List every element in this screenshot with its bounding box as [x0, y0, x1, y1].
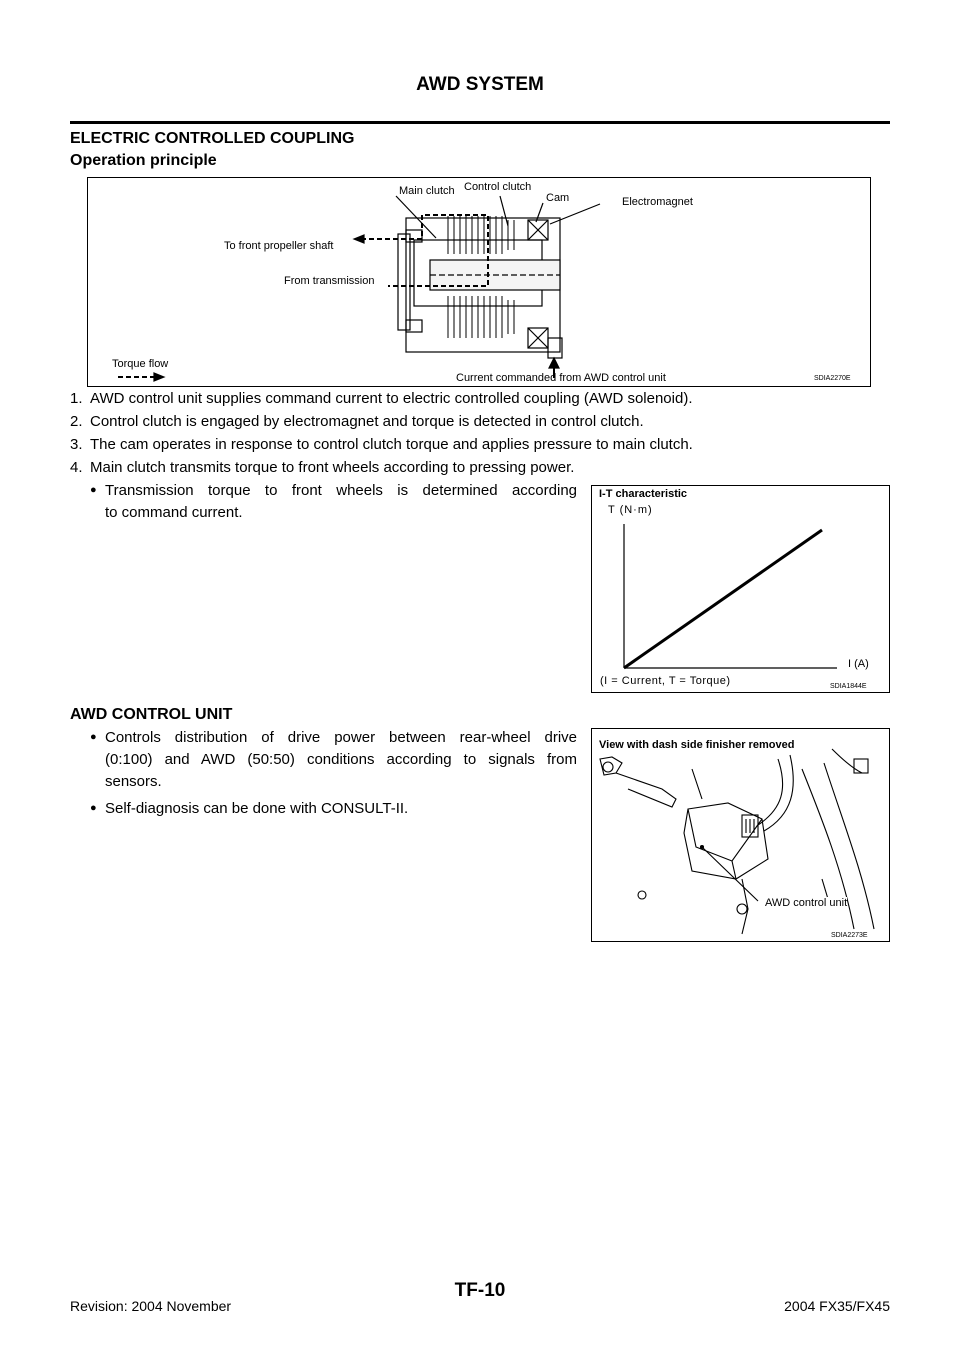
footer-model: 2004 FX35/FX45	[784, 1298, 890, 1314]
figure-heading: View with dash side finisher removed	[599, 739, 795, 751]
section-subtitle: Operation principle	[70, 152, 217, 169]
bullet-icon: ●	[90, 731, 97, 743]
label-control-clutch: Control clutch	[464, 181, 532, 193]
bullet2-line3: sensors.	[105, 773, 162, 790]
step-1: 1. AWD control unit supplies command current to electric controlled coupling (AWD solenoid).	[70, 390, 693, 407]
it-series-line	[624, 530, 822, 668]
chart-xlabel: I (A)	[848, 658, 869, 670]
coupling-diagram	[87, 177, 871, 387]
bullet3-line1: Self-diagnosis can be done with CONSULT-II.	[105, 800, 409, 817]
chart-code: SDIA1844E	[830, 683, 867, 690]
coupling-illustration	[88, 178, 869, 385]
figure-code: SDIA2270E	[814, 375, 851, 382]
section-title-awd-unit: AWD CONTROL UNIT	[70, 706, 233, 723]
label-cam: Cam	[546, 192, 570, 204]
bullet-text-line1: Transmission torque to front wheels is determined according	[105, 482, 577, 499]
label-electromagnet: Electromagnet	[622, 196, 693, 208]
bullet-icon: ●	[90, 802, 97, 814]
awd-unit-location-figure	[591, 728, 890, 942]
label-from-transmission: From transmission	[284, 275, 375, 287]
header-rule	[70, 121, 890, 124]
chart-plot	[592, 486, 888, 691]
bullet2-line2: (0:100) and AWD (50:50) conditions according to signals from	[105, 751, 577, 768]
step-4: 4. Main clutch transmits torque to front wheels according to pressing power.	[70, 459, 575, 476]
step-3: 3. The cam operates in response to control clutch torque and applies pressure to main clutch.	[70, 436, 693, 453]
chart-note: (I = Current, T = Torque)	[600, 675, 731, 687]
it-characteristic-chart	[591, 485, 890, 693]
chart-ylabel: T (N·m)	[608, 504, 653, 516]
label-main-clutch: Main clutch	[399, 185, 455, 197]
bullet-icon: ●	[90, 484, 97, 496]
label-to-front-shaft: To front propeller shaft	[224, 240, 334, 252]
label-current-commanded: Current commanded from AWD control unit	[456, 372, 666, 384]
page-header-title: AWD SYSTEM	[416, 74, 544, 95]
step-2: 2. Control clutch is engaged by electromagnet and torque is detected in control clutch.	[70, 413, 644, 430]
chart-title: I-T characteristic	[599, 488, 688, 500]
footer-revision: Revision: 2004 November	[70, 1298, 232, 1314]
bullet2-line1: Controls distribution of drive power between rear-wheel drive	[105, 729, 577, 746]
page-number: TF-10	[454, 1280, 506, 1301]
section-title: ELECTRIC CONTROLLED COUPLING	[70, 130, 355, 147]
label-awd-control-unit: AWD control unit	[765, 897, 848, 909]
bullet-text-line2: to command current.	[105, 504, 243, 521]
label-torque-flow: Torque flow	[112, 358, 169, 370]
figure-code-2: SDIA2273E	[831, 932, 868, 939]
